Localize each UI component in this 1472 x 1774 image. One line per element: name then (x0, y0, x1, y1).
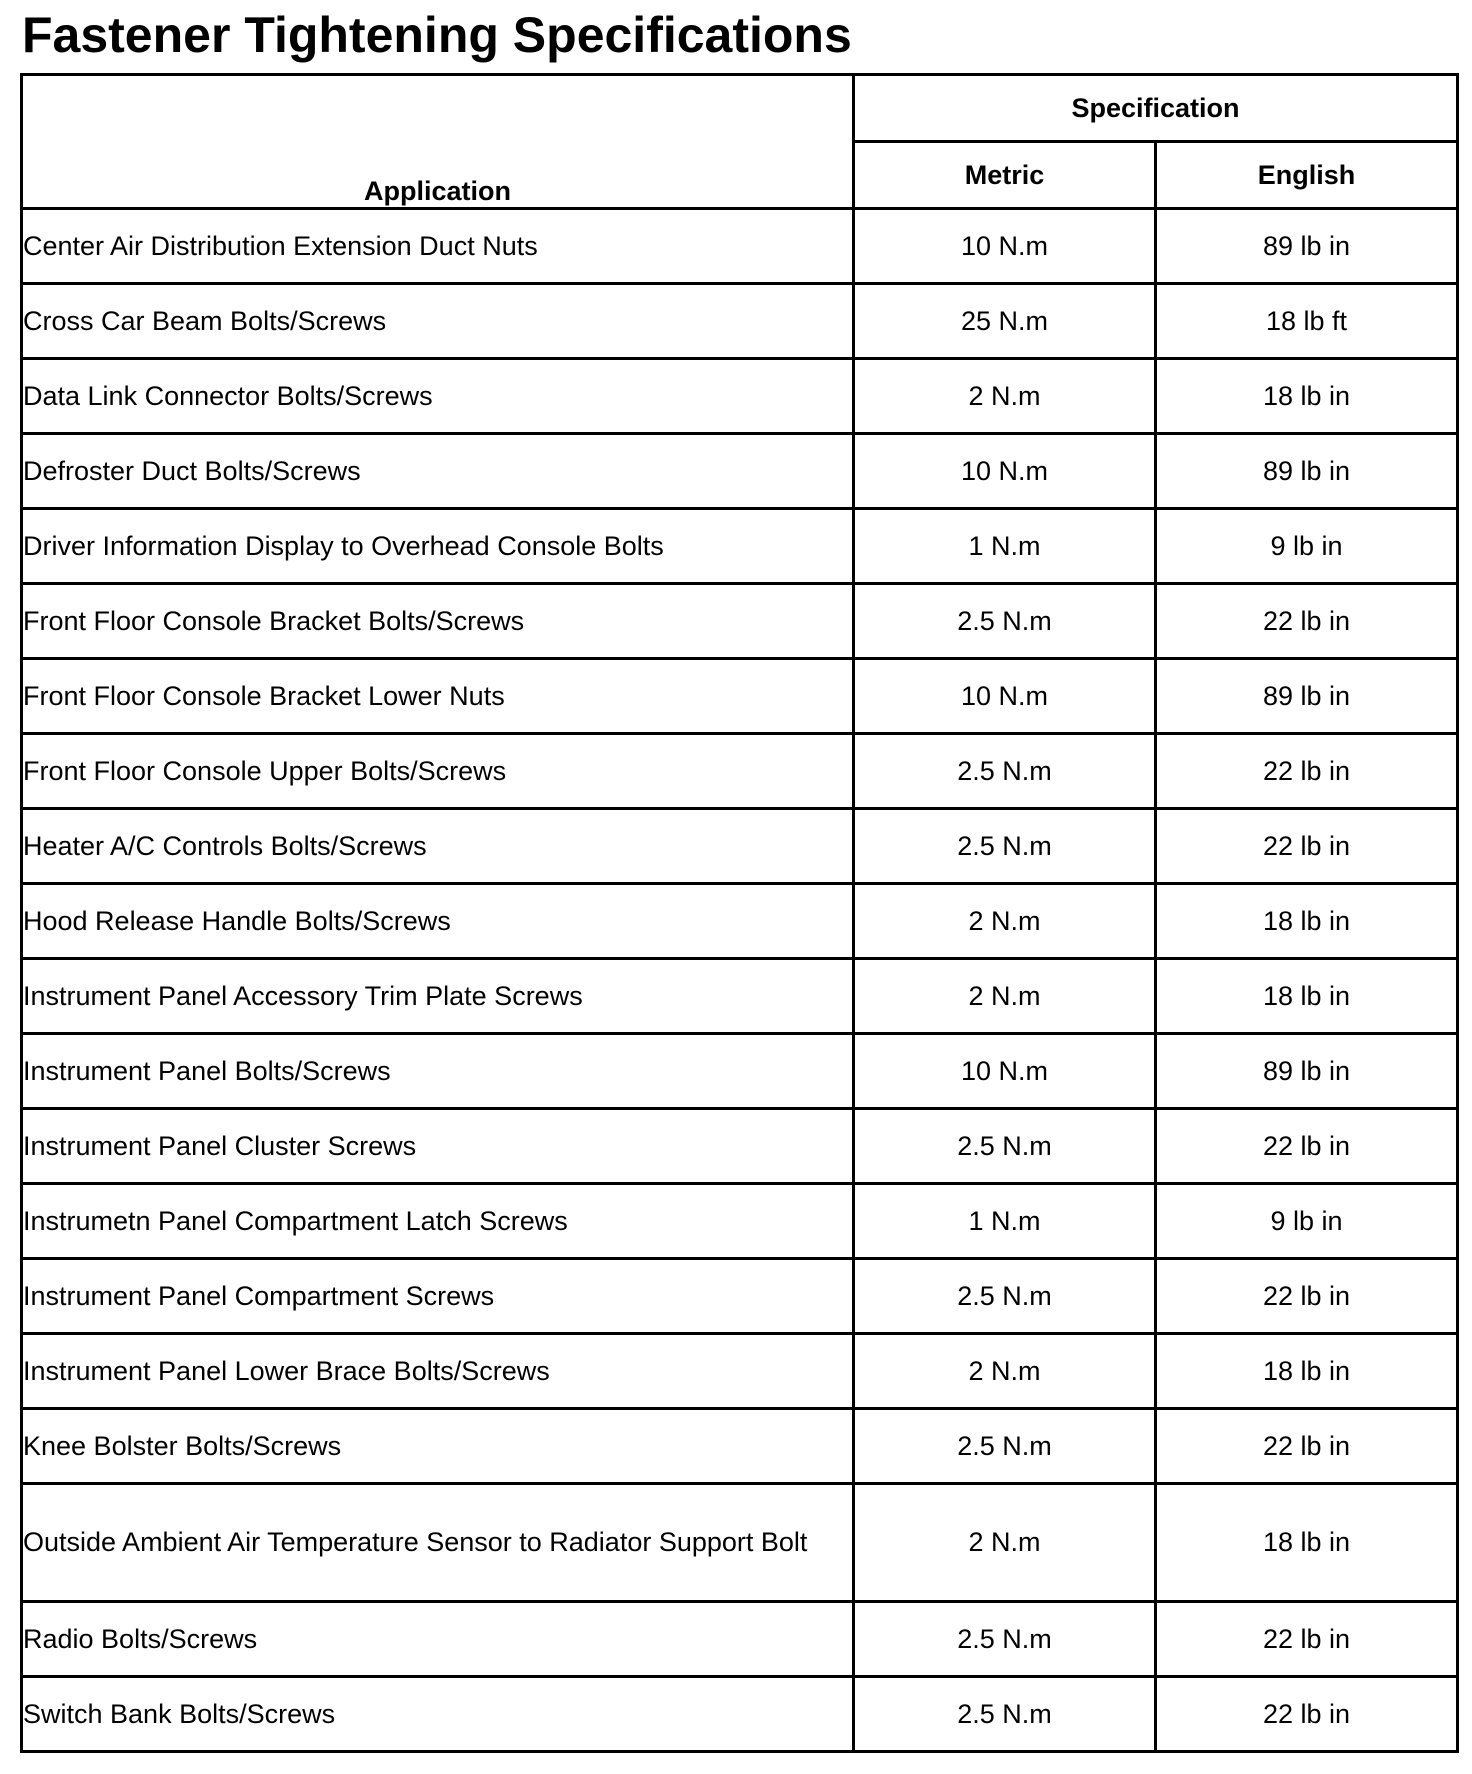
english-cell: 22 lb in (1156, 809, 1458, 884)
english-cell: 22 lb in (1156, 1409, 1458, 1484)
table-row (22, 1109, 1458, 1184)
application-column-header: Application (22, 75, 854, 209)
english-cell: 22 lb in (1156, 1602, 1458, 1677)
application-cell: Hood Release Handle Bolts/Screws (22, 884, 854, 959)
application-cell: Front Floor Console Bracket Bolts/Screws (22, 584, 854, 659)
table-row (22, 1484, 1458, 1602)
metric-cell: 10 N.m (854, 209, 1156, 284)
english-cell: 18 lb in (1156, 959, 1458, 1034)
english-cell: 22 lb in (1156, 734, 1458, 809)
metric-cell: 10 N.m (854, 659, 1156, 734)
metric-column-header: Metric (854, 142, 1156, 209)
english-cell: 22 lb in (1156, 584, 1458, 659)
table-row (22, 659, 1458, 734)
table-row (22, 209, 1458, 284)
table-row (22, 1409, 1458, 1484)
metric-cell: 2 N.m (854, 359, 1156, 434)
application-cell: Radio Bolts/Screws (22, 1602, 854, 1677)
metric-cell: 2.5 N.m (854, 1259, 1156, 1334)
english-cell: 22 lb in (1156, 1677, 1458, 1752)
application-cell: Instrument Panel Compartment Screws (22, 1259, 854, 1334)
table-row (22, 734, 1458, 809)
application-cell: Outside Ambient Air Temperature Sensor to Radiator Support Bolt (22, 1484, 854, 1602)
metric-cell: 2 N.m (854, 1484, 1156, 1602)
application-cell: Front Floor Console Upper Bolts/Screws (22, 734, 854, 809)
metric-cell: 10 N.m (854, 434, 1156, 509)
metric-cell: 2.5 N.m (854, 809, 1156, 884)
table-row (22, 884, 1458, 959)
metric-cell: 2.5 N.m (854, 1109, 1156, 1184)
table-row (22, 584, 1458, 659)
table-row (22, 434, 1458, 509)
table-row (22, 1602, 1458, 1677)
english-cell: 18 lb in (1156, 359, 1458, 434)
application-cell: Instrumetn Panel Compartment Latch Screws (22, 1184, 854, 1259)
application-cell: Knee Bolster Bolts/Screws (22, 1409, 854, 1484)
application-cell: Cross Car Beam Bolts/Screws (22, 284, 854, 359)
metric-cell: 2.5 N.m (854, 734, 1156, 809)
english-cell: 89 lb in (1156, 659, 1458, 734)
metric-cell: 1 N.m (854, 509, 1156, 584)
application-cell: Data Link Connector Bolts/Screws (22, 359, 854, 434)
table-row (22, 959, 1458, 1034)
table-row (22, 509, 1458, 584)
english-cell: 9 lb in (1156, 1184, 1458, 1259)
english-cell: 89 lb in (1156, 209, 1458, 284)
application-cell: Defroster Duct Bolts/Screws (22, 434, 854, 509)
specification-column-header: Specification (854, 75, 1458, 142)
table-row (22, 1334, 1458, 1409)
english-cell: 9 lb in (1156, 509, 1458, 584)
metric-cell: 2.5 N.m (854, 1409, 1156, 1484)
application-cell: Instrument Panel Accessory Trim Plate Screws (22, 959, 854, 1034)
english-cell: 18 lb in (1156, 1334, 1458, 1409)
application-cell: Driver Information Display to Overhead Console Bolts (22, 509, 854, 584)
metric-cell: 10 N.m (854, 1034, 1156, 1109)
metric-cell: 2.5 N.m (854, 1602, 1156, 1677)
metric-cell: 2.5 N.m (854, 1677, 1156, 1752)
english-cell: 18 lb in (1156, 884, 1458, 959)
application-cell: Heater A/C Controls Bolts/Screws (22, 809, 854, 884)
table-row (22, 1034, 1458, 1109)
english-cell: 18 lb ft (1156, 284, 1458, 359)
english-cell: 22 lb in (1156, 1109, 1458, 1184)
metric-cell: 25 N.m (854, 284, 1156, 359)
application-cell: Instrument Panel Bolts/Screws (22, 1034, 854, 1109)
table-row (22, 1259, 1458, 1334)
application-cell: Front Floor Console Bracket Lower Nuts (22, 659, 854, 734)
english-cell: 89 lb in (1156, 434, 1458, 509)
english-cell: 18 lb in (1156, 1484, 1458, 1602)
application-cell: Switch Bank Bolts/Screws (22, 1677, 854, 1752)
header-row-top (22, 75, 1458, 142)
table-row (22, 359, 1458, 434)
english-column-header: English (1156, 142, 1458, 209)
page-title: Fastener Tightening Specifications (22, 7, 852, 63)
table-row (22, 1184, 1458, 1259)
application-cell: Instrument Panel Cluster Screws (22, 1109, 854, 1184)
metric-cell: 2 N.m (854, 884, 1156, 959)
metric-cell: 1 N.m (854, 1184, 1156, 1259)
metric-cell: 2 N.m (854, 1334, 1156, 1409)
metric-cell: 2 N.m (854, 959, 1156, 1034)
metric-cell: 2.5 N.m (854, 584, 1156, 659)
application-cell: Instrument Panel Lower Brace Bolts/Screws (22, 1334, 854, 1409)
table-row (22, 809, 1458, 884)
table-row (22, 1677, 1458, 1752)
english-cell: 89 lb in (1156, 1034, 1458, 1109)
application-cell: Center Air Distribution Extension Duct Nuts (22, 209, 854, 284)
table-row (22, 284, 1458, 359)
specifications-table (20, 73, 1459, 1753)
english-cell: 22 lb in (1156, 1259, 1458, 1334)
